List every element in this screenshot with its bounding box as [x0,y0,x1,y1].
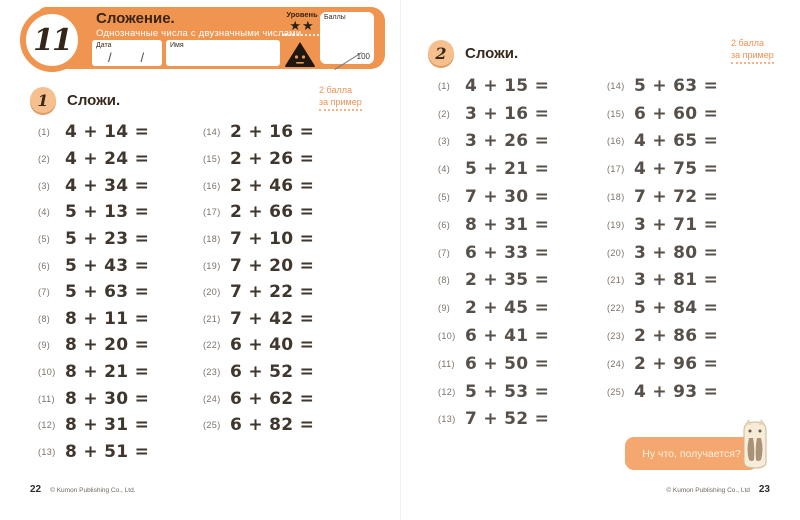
problem-row [438,183,549,211]
name-label: Имя [170,42,184,49]
problem-number: (18) [203,233,221,244]
problem-expression: 3 + 81 = [634,270,719,291]
problem-expression: 7 + 20 = [230,255,315,276]
problem-row [38,279,149,306]
problem-expression: 6 + 40 = [230,335,315,356]
owl-character-icon [735,418,775,472]
section-2-header [428,40,518,66]
problem-expression: 6 + 52 = [230,362,315,383]
problem-row [438,322,549,350]
score-label: Баллы [324,14,346,21]
problem-expression: 8 + 31 = [65,415,150,436]
section-title: Сложи. [465,44,519,62]
problem-number: (14) [607,80,625,91]
problem-number: (22) [607,303,625,314]
problem-expression: 4 + 34 = [65,175,150,196]
problem-number: (9) [38,340,51,351]
problem-row [607,378,718,406]
problem-number: (14) [203,127,221,138]
problem-row [38,412,149,439]
problem-expression: 7 + 30 = [465,187,550,208]
problem-number: (7) [38,287,51,298]
section-number: 1 [37,90,49,110]
problem-number: (1) [438,80,451,91]
problem-expression: 4 + 15 = [465,75,550,96]
problem-row [38,119,149,146]
lesson-number-badge [20,8,84,72]
points-note-line2: за пример [731,50,774,65]
problem-number: (15) [203,153,221,164]
problem-row [438,378,549,406]
problem-number: (6) [438,219,451,230]
problem-number: (21) [607,275,625,286]
problem-row [607,183,718,211]
problem-row [607,155,718,183]
problem-number: (15) [607,108,625,119]
encouragement-text: Ну что, получается? [642,447,741,460]
problem-number: (20) [607,247,625,258]
problem-expression: 5 + 43 = [65,255,150,276]
problem-expression: 6 + 41 = [465,326,550,347]
problem-expression: 2 + 86 = [634,326,719,347]
problem-row [438,128,549,156]
problem-row [438,267,549,295]
problem-expression: 4 + 24 = [65,148,150,169]
problem-row [203,332,314,359]
problem-number: (2) [438,108,451,119]
problem-expression: 6 + 60 = [634,103,719,124]
problem-expression: 8 + 21 = [65,362,150,383]
problem-number: (13) [38,447,56,457]
problem-row [203,199,314,226]
problem-row [203,252,314,279]
level-stars-icon: ★★ [289,18,315,33]
problem-expression: 3 + 71 = [634,214,719,235]
problem-expression: 2 + 16 = [230,122,315,143]
problem-number: (25) [607,386,625,397]
date-slashes: / / [108,50,145,65]
name-field [166,40,280,66]
problem-expression: 8 + 31 = [465,214,550,235]
problem-number: (11) [38,393,55,404]
problem-row [438,406,549,434]
problem-row [438,72,549,100]
points-note-left [319,85,362,111]
problem-number: (6) [38,260,51,271]
problem-number: (21) [203,313,221,324]
copyright: © Kumon Publishing Co., Ltd [666,487,750,494]
page-divider [400,0,401,520]
problem-number: (3) [38,180,51,191]
problem-row [607,294,718,322]
problem-number: (13) [438,414,456,425]
problem-expression: 6 + 82 = [230,415,315,436]
problem-number: (4) [38,207,51,218]
page-number: 23 [758,484,770,495]
problem-row [438,100,549,128]
copyright: © Kumon Publishing Co., Ltd. [50,487,136,494]
page-number: 22 [30,484,42,495]
problem-number: (12) [438,386,456,397]
problem-row [438,239,549,267]
problem-expression: 3 + 80 = [634,242,719,263]
problem-number: (20) [203,287,221,298]
problem-number: (16) [607,136,625,147]
problem-expression: 3 + 16 = [465,103,550,124]
kumon-triangle-mascot-icon [284,41,316,68]
problem-row [38,252,149,279]
score-box [320,12,374,64]
problem-row [203,119,314,146]
problem-expression: 5 + 63 = [65,282,150,303]
problem-expression: 7 + 72 = [634,187,719,208]
problem-expression: 7 + 52 = [465,409,550,430]
problem-list-left-col2 [203,119,314,439]
problem-row [203,385,314,412]
problem-number: (7) [438,247,451,258]
problem-row [203,359,314,386]
problem-row [38,359,149,386]
problem-row [607,211,718,239]
problem-row [203,279,314,306]
problem-expression: 2 + 46 = [230,175,315,196]
problem-row [38,226,149,253]
problem-expression: 8 + 20 = [65,335,150,356]
section-title: Сложи. [67,91,121,109]
problem-number: (11) [438,358,455,369]
problem-expression: 7 + 42 = [230,308,315,329]
problem-row [607,350,718,378]
problem-row [438,350,549,378]
problem-number: (3) [438,136,451,147]
problem-number: (5) [438,192,451,203]
problem-number: (2) [38,153,51,164]
problem-row [203,305,314,332]
problem-number: (23) [203,367,221,378]
problem-number: (16) [203,180,221,191]
problem-expression: 2 + 26 = [230,148,315,169]
footer-left [30,484,136,495]
problem-expression: 8 + 51 = [65,442,150,462]
problem-number: (19) [203,260,221,271]
problem-expression: 5 + 53 = [465,381,550,402]
problem-number: (25) [203,420,221,431]
problem-number: (1) [38,127,51,138]
section-1-badge [30,87,56,113]
footer-right [666,484,770,495]
problem-number: (22) [203,340,221,351]
problem-expression: 5 + 84 = [634,298,719,319]
problem-number: (9) [438,303,451,314]
problem-row [607,100,718,128]
problem-number: (24) [607,358,625,369]
date-field [92,40,162,66]
problem-row [38,385,149,412]
problem-row [203,226,314,253]
problem-expression: 5 + 23 = [65,228,150,249]
problem-row [607,128,718,156]
problem-row [38,146,149,173]
problem-row [203,172,314,199]
problem-number: (10) [38,367,56,378]
problem-expression: 8 + 11 = [65,308,150,329]
problem-number: (12) [38,420,56,431]
problem-number: (23) [607,331,625,342]
problem-number: (17) [607,164,625,175]
problem-number: (19) [607,219,625,230]
problem-expression: 4 + 14 = [65,122,150,143]
score-total: 100 [356,52,370,61]
points-note-line1: 2 балла [731,38,764,48]
problem-expression: 6 + 33 = [465,242,550,263]
lesson-header-band [38,7,385,69]
problem-row [607,267,718,295]
section-number: 2 [435,43,447,63]
lesson-title: Сложение. [96,10,175,27]
problem-row [438,155,549,183]
problem-row [38,332,149,359]
section-1-header [30,87,120,113]
level-indicator [282,10,322,36]
problem-list-right-col2 [607,72,718,406]
problem-number: (4) [438,164,451,175]
problem-expression: 2 + 96 = [634,353,719,374]
problem-number: (8) [38,313,51,324]
problem-expression: 6 + 62 = [230,388,315,409]
problem-expression: 6 + 50 = [465,353,550,374]
section-2-badge [428,40,454,66]
problem-expression: 2 + 66 = [230,202,315,223]
problem-number: (17) [203,207,221,218]
problem-row [438,211,549,239]
level-label: Уровень [286,10,318,19]
lesson-subtitle: Однозначные числа с двузначными числами [96,28,302,39]
problem-number: (10) [438,331,456,342]
problem-expression: 2 + 35 = [465,270,550,291]
problem-list-right-col1 [438,72,549,433]
problem-row [607,72,718,100]
problem-row [607,322,718,350]
problem-expression: 3 + 26 = [465,131,550,152]
problem-expression: 7 + 22 = [230,282,315,303]
problem-number: (5) [38,233,51,244]
problem-expression: 4 + 65 = [634,131,719,152]
problem-number: (24) [203,393,221,404]
problem-number: (18) [607,192,625,203]
problem-expression: 5 + 13 = [65,202,150,223]
problem-expression: 5 + 63 = [634,75,719,96]
problem-row [438,294,549,322]
date-label: Дата [96,42,112,49]
lesson-number: 11 [33,22,71,58]
problem-expression: 4 + 75 = [634,159,719,180]
problem-row [203,412,314,439]
problem-row [38,199,149,226]
problem-row [203,146,314,173]
problem-row [38,172,149,199]
problem-number: (8) [438,275,451,286]
problem-row [607,239,718,267]
problem-row [38,305,149,332]
problem-expression: 7 + 10 = [230,228,315,249]
points-note-line1: 2 балла [319,85,352,95]
problem-row [38,439,149,466]
problem-expression: 8 + 30 = [65,388,150,409]
problem-expression: 5 + 21 = [465,159,550,180]
problem-list-left-col1 [38,119,149,465]
points-note-line2: за пример [319,97,362,112]
level-dotted-line [282,34,322,36]
problem-expression: 4 + 93 = [634,381,719,402]
problem-expression: 2 + 45 = [465,298,550,319]
points-note-right [731,38,774,64]
